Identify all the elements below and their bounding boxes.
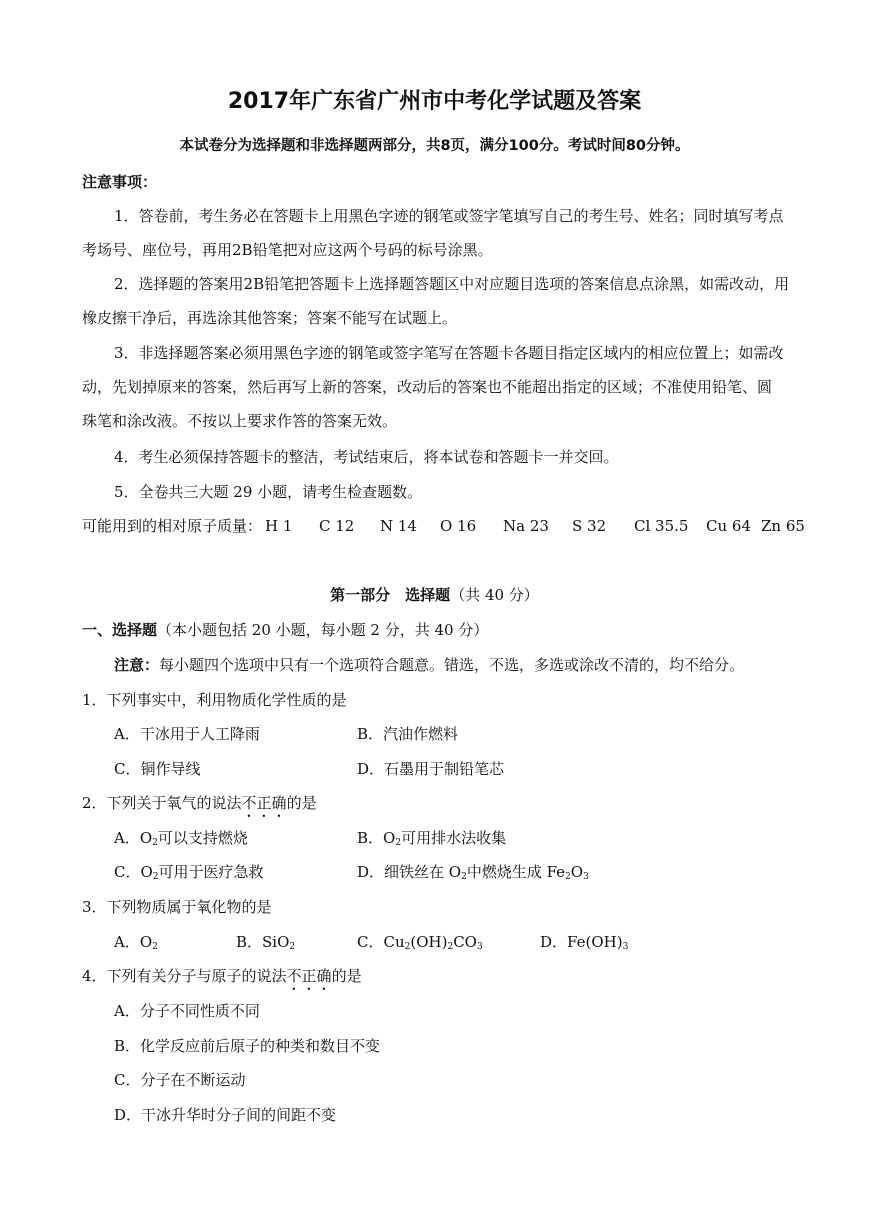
part-1-score: （共 40 分） <box>450 586 539 604</box>
atomic-mass-cu: Cu 64 <box>706 517 751 535</box>
atomic-mass-h: H 1 <box>265 517 293 535</box>
q3-option-a: A．$O_2$ <box>114 933 158 952</box>
q4-stem <box>82 966 362 994</box>
note-1-line-2: 考场号、座位号，再用2B铅笔把对应这两个号码的标号涂黑。 <box>82 241 493 259</box>
atomic-mass-cl: Cl 35.5 <box>634 517 689 535</box>
part-1-title: 第一部分 选择题 <box>330 586 451 604</box>
atomic-mass-n: N 14 <box>380 517 417 535</box>
q3-stem: 3．下列物质属于氧化物的是 <box>82 898 272 916</box>
part-1-heading <box>0 585 869 605</box>
note-3-line-3: 珠笔和涂改液。不按以上要求作答的答案无效。 <box>82 412 398 430</box>
section-1-title: 一、选择题 <box>82 621 158 639</box>
q1-option-b: B．汽油作燃料 <box>357 725 459 743</box>
page-title: 2017年广东省广州市中考化学试题及答案 <box>227 89 642 114</box>
q4-stem-emphasis: 不正确 <box>286 967 332 985</box>
section-1-desc: （本小题包括 20 小题，每小题 2 分，共 40 分） <box>157 621 489 639</box>
atomic-masses-row <box>82 516 805 536</box>
note-3-line-1: 3．非选择题答案必须用黑色字迹的钢笔或签字笔写在答题卡各题目指定区域内的相应位置上；如需改 <box>114 344 784 362</box>
atomic-mass-label: 可能用到的相对原子质量： <box>82 517 263 535</box>
note-2-line-2: 橡皮擦干净后，再选涂其他答案；答案不能写在试题上。 <box>82 309 458 327</box>
notice-text: 每小题四个选项中只有一个选项符合题意。错选，不选，多选或涂改不清的，均不给分。 <box>159 656 745 674</box>
note-1-line-1: 1．答卷前，考生务必在答题卡上用黑色字迹的钢笔或签字笔填写自己的考生号、姓名；同时填写考点 <box>114 207 784 225</box>
q2-stem-post: 的是 <box>286 794 317 812</box>
q2-option-c: C．$O_2$可用于医疗急救 <box>114 863 264 882</box>
note-5: 5．全卷共三大题 29 小题，请考生检查题数。 <box>114 483 423 501</box>
q1-stem: 1．下列事实中，利用物质化学性质的是 <box>82 691 347 709</box>
note-4: 4．考生必须保持答题卡的整洁，考试结束后，将本试卷和答题卡一并交回。 <box>114 448 619 466</box>
q1-option-a: A．干冰用于人工降雨 <box>114 725 260 743</box>
q2-option-b: B．$O_2$可用排水法收集 <box>357 829 507 848</box>
q4-stem-post: 的是 <box>331 967 362 985</box>
exam-subtitle: 本试卷分为选择题和非选择题两部分，共8页，满分100分。考试时间80分钟。 <box>179 138 690 154</box>
q2-option-d: D．细铁丝在 $O_2$中燃烧生成 $Fe_2O_3$ <box>357 863 589 882</box>
q4-stem-pre: 4．下列有关分子与原子的说法 <box>82 967 287 985</box>
q1-option-d: D．石墨用于制铅笔芯 <box>357 760 505 778</box>
notice-label: 注意： <box>114 656 160 674</box>
q3-option-b: B．SiO$_2$ <box>236 933 296 952</box>
atomic-mass-zn: Zn 65 <box>761 517 805 535</box>
q4-option-d: D．干冰升华时分子间的间距不变 <box>114 1106 337 1124</box>
q2-stem-pre: 2．下列关于氧气的说法 <box>82 794 242 812</box>
atomic-mass-na: Na 23 <box>503 517 549 535</box>
note-2-line-1: 2．选择题的答案用2B铅笔把答题卡上选择题答题区中对应题目选项的答案信息点涂黑，如需改动，用 <box>114 275 790 293</box>
section-1-heading <box>82 620 488 640</box>
q4-option-a: A．分子不同性质不同 <box>114 1002 260 1020</box>
atomic-mass-o: O 16 <box>440 517 477 535</box>
q1-option-c: C．铜作导线 <box>114 760 201 778</box>
q3-option-c: C．$Cu_2(OH)_2CO_3$ <box>357 933 483 952</box>
note-3-line-2: 动，先划掉原来的答案，然后再写上新的答案，改动后的答案也不能超出指定的区域；不准使用铅笔、圆 <box>82 378 773 396</box>
atomic-mass-c: C 12 <box>319 517 355 535</box>
q4-option-c: C．分子在不断运动 <box>114 1071 246 1089</box>
q2-stem <box>82 793 317 821</box>
notes-heading: 注意事项： <box>82 173 158 191</box>
atomic-mass-s: S 32 <box>572 517 607 535</box>
q4-option-b: B．化学反应前后原子的种类和数目不变 <box>114 1037 381 1055</box>
q2-stem-emphasis: 不正确 <box>241 794 287 812</box>
q3-option-d: D．$Fe(OH)_3$ <box>540 933 629 952</box>
notice-line <box>114 655 744 675</box>
q2-option-a: A．$O_2$可以支持燃烧 <box>114 829 248 848</box>
